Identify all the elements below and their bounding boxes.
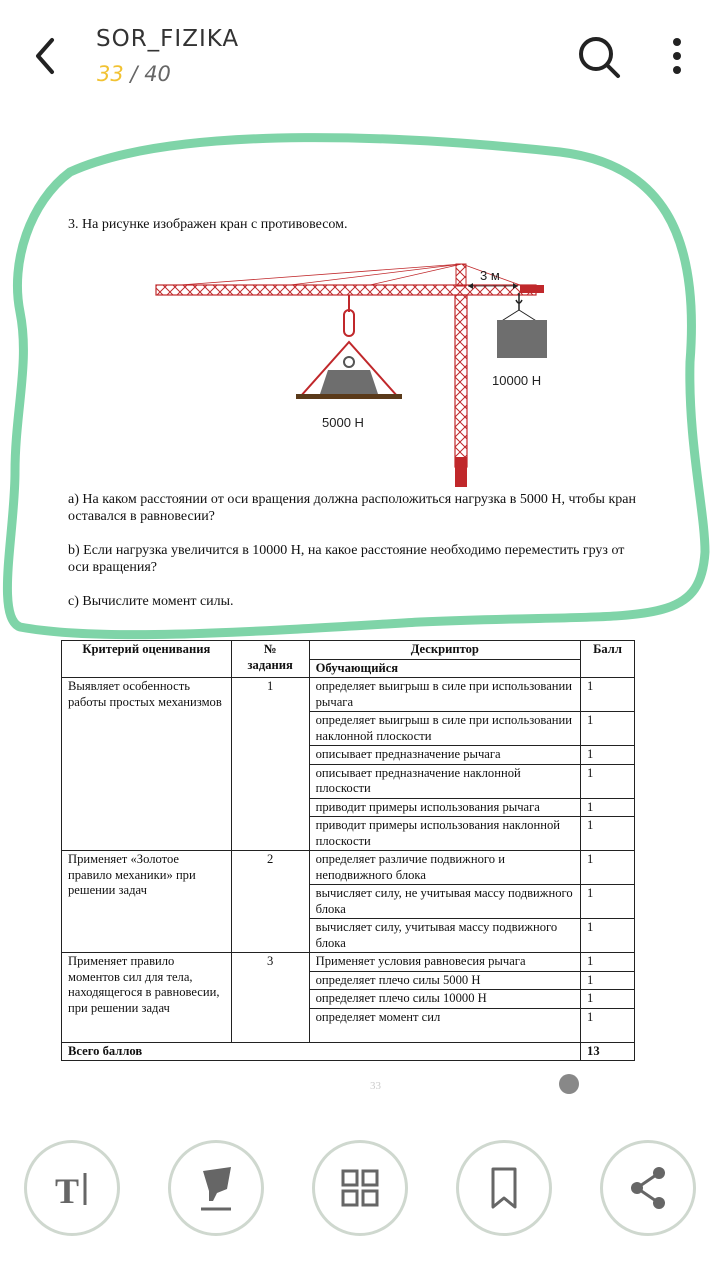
document-title: SOR_FIZIKA xyxy=(96,26,240,52)
question-b: b) Если нагрузка увеличится в 10000 Н, на какое расстояние необходимо переместить груз от оси вращения? xyxy=(68,543,625,575)
score-cell: 1 xyxy=(581,885,635,919)
highlighter-icon xyxy=(171,1143,261,1233)
criterion-cell: Выявляет особенность работы простых механизмов xyxy=(62,678,232,851)
descriptor-cell: описывает предназначение рычага xyxy=(309,746,580,765)
page-separator: / xyxy=(130,62,138,86)
score-header: Балл xyxy=(581,641,635,678)
score-cell: 1 xyxy=(581,953,635,972)
table-header-row xyxy=(62,641,635,660)
descriptor-cell: определяет плечо силы 10000 Н xyxy=(309,990,580,1009)
page-number: 33 xyxy=(370,1080,381,1092)
share-icon xyxy=(603,1143,693,1233)
total-row xyxy=(62,1042,635,1061)
descriptor-cell: определяет выигрыш в силе при использовании рычага xyxy=(309,678,580,712)
score-cell: 1 xyxy=(581,990,635,1009)
score-cell: 1 xyxy=(581,851,635,885)
descriptor-cell: определяет выигрыш в силе при использовании наклонной плоскости xyxy=(309,712,580,746)
grid-view-button[interactable] xyxy=(312,1140,408,1236)
total-label: Всего баллов xyxy=(62,1042,581,1061)
table-row xyxy=(62,953,635,972)
descriptor-cell: определяет момент сил xyxy=(309,1008,580,1042)
document-page xyxy=(0,112,720,1112)
table-row xyxy=(62,678,635,712)
table-row xyxy=(62,851,635,885)
score-cell: 1 xyxy=(581,746,635,765)
bottom-toolbar xyxy=(0,1112,720,1280)
task-cell: 2 xyxy=(231,851,309,953)
task-number-header xyxy=(231,641,309,678)
task-number-header-line1: № xyxy=(263,642,277,656)
highlighter-button[interactable] xyxy=(168,1140,264,1236)
app-bar xyxy=(0,0,720,112)
score-cell: 1 xyxy=(581,817,635,851)
more-options-icon[interactable] xyxy=(664,34,690,80)
descriptor-cell: определяет плечо силы 5000 Н xyxy=(309,971,580,990)
score-cell: 1 xyxy=(581,678,635,712)
criterion-cell: Применяет «Золотое правило механики» при решении задач xyxy=(62,851,232,953)
crane-figure xyxy=(150,252,560,492)
counterweight-label: 10000 Н xyxy=(492,373,542,388)
descriptor-cell: вычисляет силу, учитывая массу подвижного блока xyxy=(309,919,580,953)
descriptor-cell: вычисляет силу, не учитывая массу подвижного блока xyxy=(309,885,580,919)
descriptor-cell: приводит примеры использования наклонной плоскости xyxy=(309,817,580,851)
question-a: a) На каком расстоянии от оси вращения должна расположиться нагрузка в 5000 Н, чтобы кран оставался в равновесии? xyxy=(68,492,636,524)
bookmark-icon xyxy=(459,1143,549,1233)
question-c: c) Вычислите момент силы. xyxy=(68,594,234,609)
back-arrow-icon[interactable] xyxy=(26,34,70,78)
page-indicator xyxy=(97,62,171,86)
score-cell: 1 xyxy=(581,971,635,990)
score-cell: 1 xyxy=(581,1008,635,1042)
descriptor-cell: определяет различие подвижного и неподвижного блока xyxy=(309,851,580,885)
criterion-header: Критерий оценивания xyxy=(62,641,232,678)
bookmark-button[interactable] xyxy=(456,1140,552,1236)
grid-view-icon xyxy=(315,1143,405,1233)
text-mode-button[interactable] xyxy=(24,1140,120,1236)
svg-text:T: T xyxy=(55,1171,80,1211)
task-cell: 1 xyxy=(231,678,309,851)
load-label: 5000 Н xyxy=(322,415,364,430)
question-title: 3. На рисунке изображен кран с противовесом. xyxy=(68,217,348,232)
text-mode-icon xyxy=(27,1143,117,1233)
score-cell: 1 xyxy=(581,798,635,817)
descriptor-cell: Применяет условия равновесия рычага xyxy=(309,953,580,972)
score-cell: 1 xyxy=(581,764,635,798)
current-page: 33 xyxy=(97,62,124,86)
score-cell: 1 xyxy=(581,712,635,746)
total-value: 13 xyxy=(581,1042,635,1061)
descriptor-header: Дескриптор xyxy=(309,641,580,660)
descriptor-cell: приводит примеры использования рычага xyxy=(309,798,580,817)
total-pages: 40 xyxy=(144,62,171,86)
share-button[interactable] xyxy=(600,1140,696,1236)
criterion-cell: Применяет правило моментов сил для тела, находящегося в равновесии, при решении задач xyxy=(62,953,232,1043)
descriptor-cell: описывает предназначение наклонной плоскости xyxy=(309,764,580,798)
distance-label: 3 м xyxy=(480,268,500,283)
learner-subheader: Обучающийся xyxy=(309,659,580,678)
score-cell: 1 xyxy=(581,919,635,953)
scroll-handle[interactable] xyxy=(559,1074,579,1094)
rubric-table xyxy=(61,640,635,1061)
task-cell: 3 xyxy=(231,953,309,1043)
task-number-header-line2: задания xyxy=(247,657,293,672)
search-icon[interactable] xyxy=(576,34,622,80)
